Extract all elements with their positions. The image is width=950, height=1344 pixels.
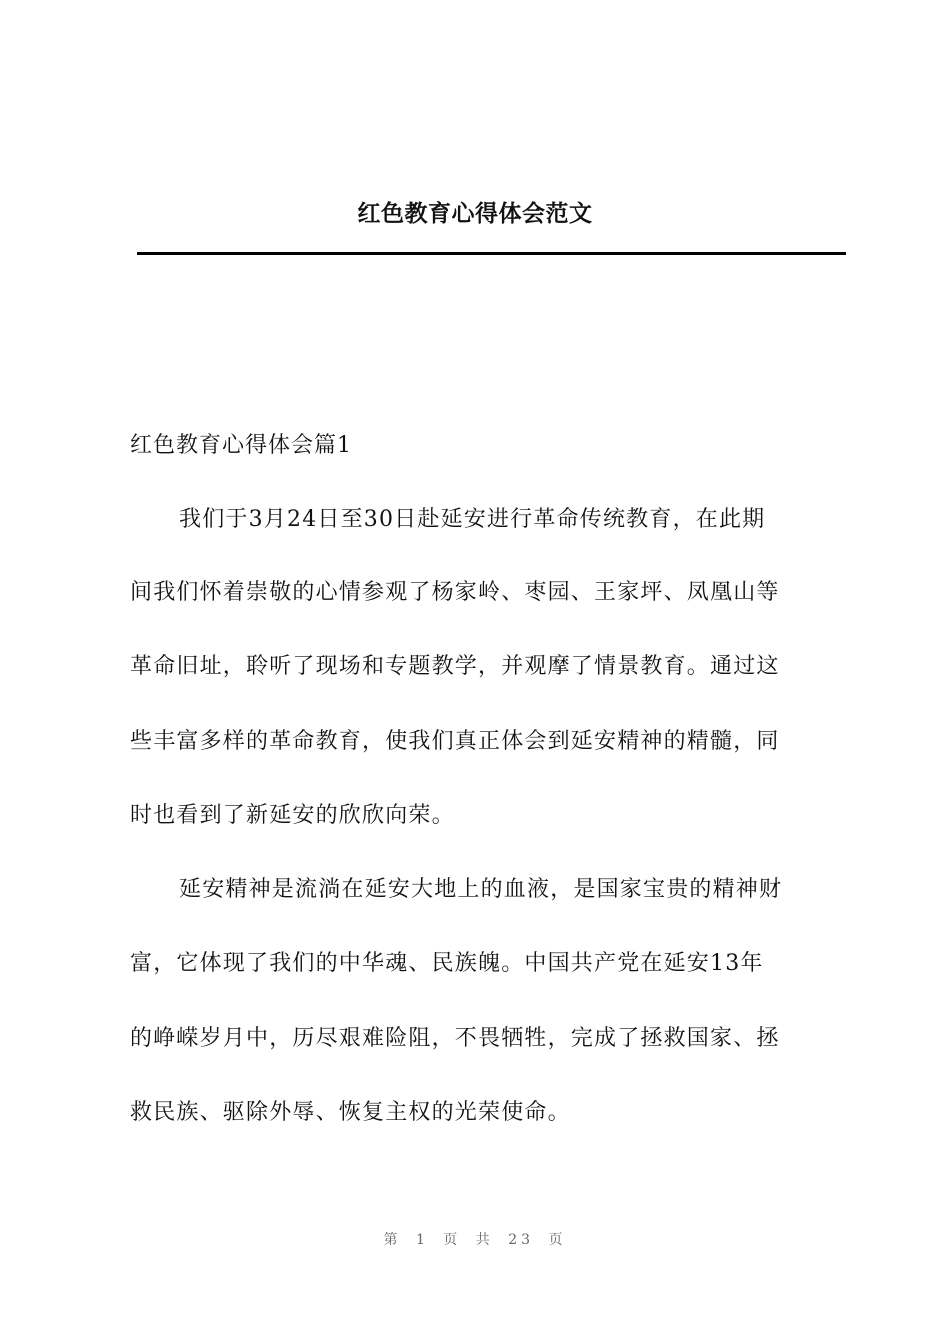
paragraph-line: 的峥嵘岁月中，历尽艰难险阻，不畏牺牲，完成了拯救国家、拯: [130, 1026, 780, 1051]
paragraph-line: 富，它体现了我们的中华魂、民族魄。中国共产党在延安13年: [130, 951, 764, 976]
title-underline: [137, 252, 846, 255]
paragraph-line: 延安精神是流淌在延安大地上的血液，是国家宝贵的精神财: [179, 877, 783, 902]
paragraph-line: 救民族、驱除外辱、恢复主权的光荣使命。: [130, 1100, 571, 1125]
paragraph-line: 革命旧址，聆听了现场和专题教学，并观摩了情景教育。通过这: [130, 654, 780, 679]
paragraph-line: 我们于3月24日至30日赴延安进行革命传统教育，在此期: [179, 507, 766, 532]
paragraph-line: 时也看到了新延安的欣欣向荣。: [130, 803, 455, 828]
paragraph-line: 间我们怀着崇敬的心情参观了杨家岭、枣园、王家坪、凤凰山等: [130, 580, 780, 605]
page-number-footer: 第 1 页 共 23 页: [383, 1232, 567, 1248]
section-heading: 红色教育心得体会篇1: [130, 433, 352, 458]
page-title: 红色教育心得体会范文: [357, 201, 593, 227]
paragraph-line: 些丰富多样的革命教育，使我们真正体会到延安精神的精髓，同: [130, 729, 780, 754]
